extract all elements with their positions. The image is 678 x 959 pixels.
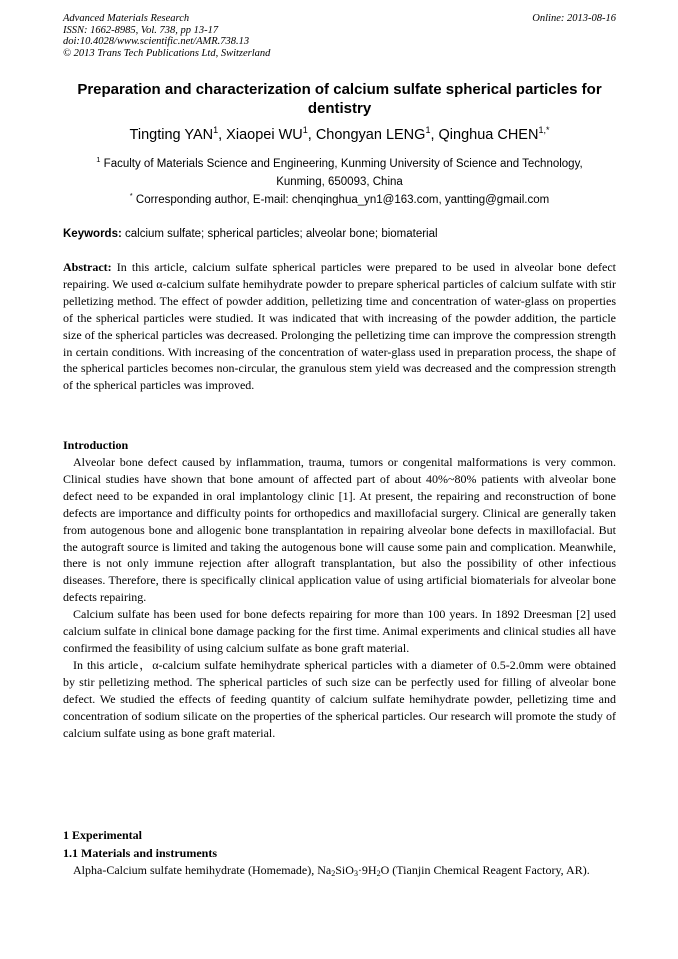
author-name: Chongyan LENG — [315, 127, 426, 143]
keywords-text: calcium sulfate; spherical particles; alveolar bone; biomaterial — [125, 228, 438, 240]
journal-copyright: © 2013 Trans Tech Publications Ltd, Switzerland — [63, 47, 271, 59]
abstract-label: Abstract: — [63, 260, 112, 274]
affiliation-sup: 1 — [96, 155, 101, 164]
paragraph: In this article，α-calcium sulfate hemihydrate spherical particles with a diameter of 0.5-2.0mm were obtained by stir pelletizing method. The spherical particles of such size can be perfectly used for filling of alveolar bone defect. We studied the effects of feeding quantity of calcium sulfate hemihydrate powder, pelletizing time and concentration of sodium silicate on the properties of the spherical particles. Our research will promote the study of calcium sulfate using as bone graft material. — [63, 657, 616, 740]
paper-title: Preparation and characterization of calcium sulfate spherical particles for dentistry — [77, 81, 602, 117]
paragraph: Calcium sulfate has been used for bone defects repairing for more than 100 years. In 1892 Dreesman [2] used calcium sulfate in clinical bone damage packing for the first time. Animal experiments and clinical studies all have confirmed the feasibility of using calcium sulfate as bone graft material. — [63, 607, 616, 655]
author-affil-sup: 1,* — [538, 125, 550, 135]
author-list: Tingting YAN$^1$, Xiaopei $WU^1$, Chongyan LENG$^1$, Qinghua $CHEN^{1,*}$ — [129, 125, 550, 143]
author-affil-sup: 1 — [425, 125, 431, 135]
author-affil-sup: 1 — [213, 125, 219, 135]
corresponding-sup: * — [129, 191, 133, 200]
online-date: Online: 2013-08-16 — [532, 13, 616, 24]
materials-subheading: 1.1 Materials and instruments — [63, 846, 217, 860]
introduction-body — [63, 454, 616, 741]
journal-name: Advanced Materials Research — [63, 13, 190, 24]
journal-header — [63, 13, 616, 59]
corresponding-author: * Corresponding author, E-mail: chenqinghua_yn1@163.com, yantting@gmail.com — [129, 191, 550, 206]
journal-doi: doi:10.4028/www.scientific.net/AMR.738.13 — [63, 36, 250, 47]
affiliation-line-1: $^1$ Faculty of Materials Science and Engineering, Kunming University of Science and Technology, — [96, 155, 583, 170]
materials-body — [63, 862, 616, 879]
keywords — [63, 226, 616, 242]
author-name: Tingting YAN — [129, 127, 214, 143]
paragraph: Alveolar bone defect caused by inflammation, trauma, tumors or congenital malformations is very common. Clinical studies have shown that bone amount of affected part of about 40%~80% patients with alveolar bone defect need to be expanded in oral implantology clinic [1]. At present, the repairing and reconstruction of bone defects are importance and difficulty points for orthopedics and maxillofacial surgery. Clinical are generally taken from autogenous bone and allogenic bone transplantation in repairing alveolar bone defects in maxillofacial. But the autograft source is limited and taking the autogenous bone will cause some pain and complication. Meanwhile, there is not only immune rejection after allograft transplantation, but also the possibility of other infectious diseases. Therefore, there is specifically clinical application value of using artificial biomaterials for alveolar bone defects repairing. — [63, 455, 616, 605]
author-affil-sup: 1 — [302, 125, 308, 135]
author-name: Qinghua CHEN — [438, 127, 539, 143]
affiliation-line-2: Kunming, 650093, China — [276, 176, 403, 188]
author-name: Xiaopei WU — [226, 127, 303, 143]
abstract — [63, 259, 616, 394]
abstract-text: In this article, calcium sulfate spherical particles were prepared to be used in alveolar bone defect repairing. We used α-calcium sulfate hemihydrate powder to prepare spherical particles of calcium sulfate with stir pelletizing method. The effect of powder addition, pelletizing time and concentration of water-glass on properties of the spherical particles were studied. It was indicated that with increasing of the powder addition, the particle size of the spherical particles was decreased. Prolonging the pelletizing time can improve the compression strength in certain conditions. With increasing of the concentration of water-glass used in preparation process, the shape of the spherical particles becomes non-circular, the granulous stem yield was decreased and the compression strength of the spherical particles was improved. — [63, 260, 617, 393]
journal-issn: ISSN: 1662-8985, Vol. 738, pp 13-17 — [63, 24, 219, 36]
experimental-heading: 1 Experimental — [63, 828, 142, 842]
introduction-heading: Introduction — [63, 438, 129, 452]
keywords-label: Keywords: — [63, 228, 122, 240]
affiliation-block — [63, 155, 616, 209]
paragraph: Alpha-Calcium sulfate hemihydrate (Homemade), $Na_2SiO_3\cdot 9H_2O$ (Tianjin Chemical Reagent Factory, AR). — [73, 863, 590, 878]
